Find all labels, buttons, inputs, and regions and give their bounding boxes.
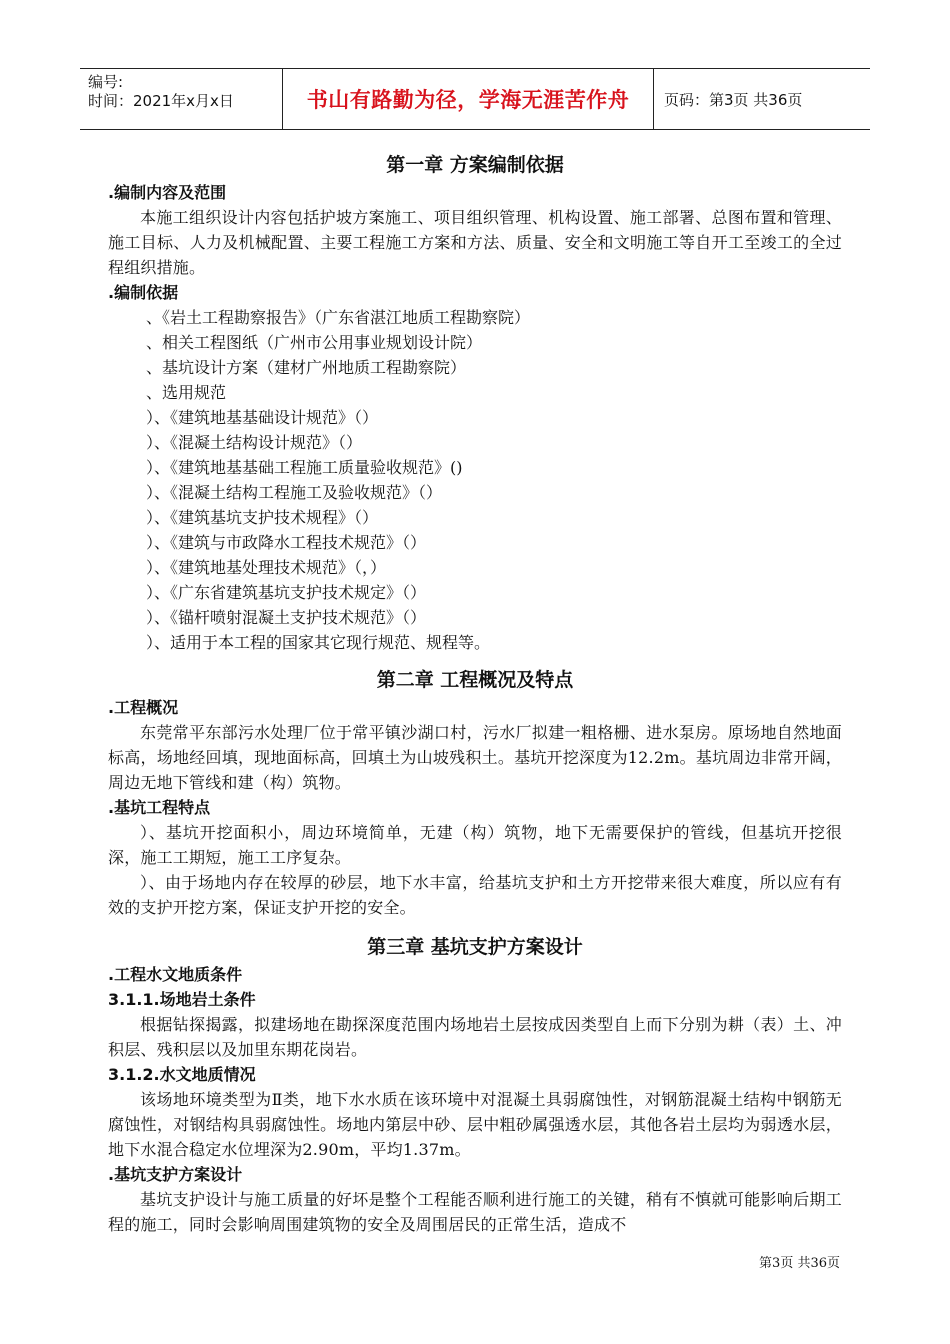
header-meta (80, 69, 282, 129)
subsection-title: 3.1.1.场地岩土条件 (108, 990, 256, 1009)
chapter-3-title: 第三章 基坑支护方案设计 (367, 936, 583, 958)
time-label: 时间：2021年x月x日 (88, 92, 234, 110)
list-item: 、选用规范 (146, 383, 227, 402)
header-motto: 书山有路勤为径，学海无涯苦作舟 (282, 69, 654, 129)
section-title: .工程水文地质条件 (108, 965, 243, 984)
number-label: 编号: (88, 73, 124, 91)
list-item: ）、适用于本工程的国家其它现行规范、规程等。 (146, 633, 491, 652)
paragraph: 根据钻探揭露，拟建场地在勘探深度范围内场地岩土层按成因类型自上而下分别为耕（表）土、冲积层、残积层以及加里东期花岗岩。 (108, 1015, 842, 1059)
paragraph: ）、基坑开挖面积小，周边环境简单，无建（构）筑物，地下无需要保护的管线，但基坑开挖很深，施工工期短，施工工序复杂。 (108, 823, 842, 867)
page-header (80, 68, 870, 130)
basis-list (108, 305, 842, 655)
list-item: ）、《广东省建筑基坑支护技术规定》（） (146, 583, 427, 602)
list-item: 、相关工程图纸（广州市公用事业规划设计院） (146, 333, 483, 352)
list-item: ）、《混凝土结构设计规范》（） (146, 433, 363, 452)
header-page-label: 页码：第3页 共36页 (664, 90, 803, 109)
list-item: 、基坑设计方案（建材广州地质工程勘察院） (146, 358, 467, 377)
paragraph: 基坑支护设计与施工质量的好坏是整个工程能否顺利进行施工的关键，稍有不慎就可能影响后期工程的施工，同时会影响周围建筑物的安全及周围居民的正常生活，造成不 (108, 1190, 842, 1234)
subsection-title: 3.1.2.水文地质情况 (108, 1065, 256, 1084)
chapter-2-title: 第二章 工程概况及特点 (376, 669, 574, 691)
section-title: .编制依据 (108, 283, 179, 302)
page-footer: 第3页 共36页 (759, 1256, 840, 1271)
list-item: 、《岩土工程勘察报告》（广东省湛江地质工程勘察院） (146, 308, 531, 327)
list-item: ）、《建筑地基处理技术规范》（，） (146, 558, 387, 577)
list-item: ）、《建筑与市政降水工程技术规范》（） (146, 533, 427, 552)
list-item: ）、《建筑基坑支护技术规程》（） (146, 508, 379, 527)
paragraph: 东莞常平东部污水处理厂位于常平镇沙湖口村，污水厂拟建一粗格栅、进水泵房。原场地自然地面标高，场地经回填，现地面标高，回填土为山坡残积土。基坑开挖深度为12.2m。基坑周边非常开阔，周边无地下管线和建（构）筑物。 (108, 723, 842, 792)
section-title: .编制内容及范围 (108, 183, 227, 202)
section-title: .基坑工程特点 (108, 798, 211, 817)
document-body (108, 150, 842, 1237)
list-item: ）、《建筑地基基础设计规范》（） (146, 408, 379, 427)
paragraph: 本施工组织设计内容包括护坡方案施工、项目组织管理、机构设置、施工部署、总图布置和管理、施工目标、人力及机械配置、主要工程施工方案和方法、质量、安全和文明施工等自开工至竣工的全过程组织措施。 (108, 208, 842, 277)
list-item: ）、《混凝土结构工程施工及验收规范》（） (146, 483, 443, 502)
chapter-1-title: 第一章 方案编制依据 (386, 154, 564, 176)
section-title: .工程概况 (108, 698, 179, 717)
paragraph: 该场地环境类型为Ⅱ类，地下水水质在该环境中对混凝土具弱腐蚀性，对钢筋混凝土结构中钢筋无腐蚀性，对钢结构具弱腐蚀性。场地内第层中砂、层中粗砂属强透水层，其他各岩土层均为弱透水层，地下水混合稳定水位埋深为2.90m，平均1.37m。 (108, 1090, 842, 1159)
section-title: .基坑支护方案设计 (108, 1165, 243, 1184)
list-item: ）、《锚杆喷射混凝土支护技术规范》（） (146, 608, 427, 627)
paragraph: ）、由于场地内存在较厚的砂层，地下水丰富，给基坑支护和土方开挖带来很大难度，所以应有有效的支护开挖方案，保证支护开挖的安全。 (108, 873, 842, 917)
list-item: ）、《建筑地基基础工程施工质量验收规范》() (146, 458, 463, 477)
